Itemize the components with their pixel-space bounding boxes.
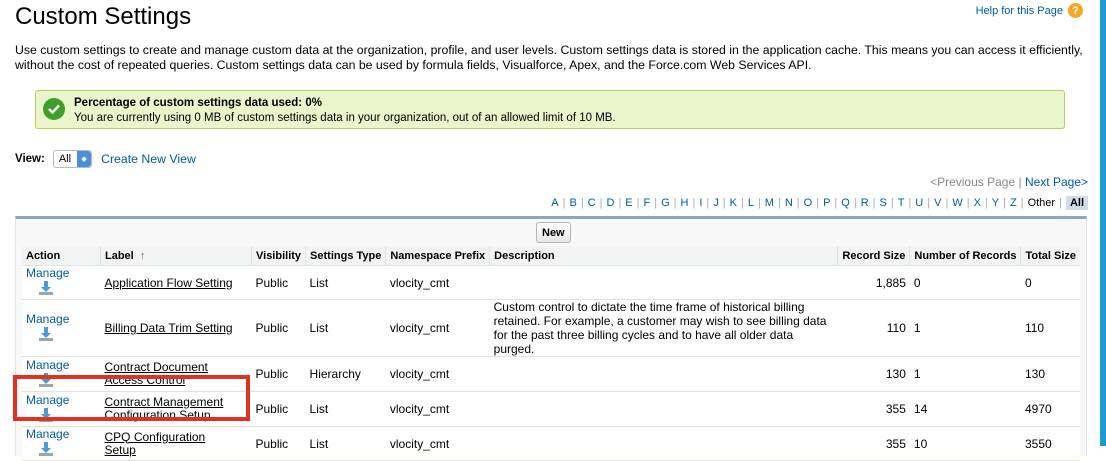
highlight-box: [13, 375, 250, 421]
alphabet-separator: |: [816, 197, 820, 209]
manage-link[interactable]: Manage: [26, 266, 70, 280]
alphabet-filter-c[interactable]: C: [587, 197, 596, 209]
row-namespace: vlocity_cmt: [386, 300, 490, 357]
row-total-size: 0: [1021, 266, 1080, 300]
table-header-row: [22, 246, 1080, 266]
alphabet-separator: |: [984, 197, 988, 209]
alphabet-separator: |: [618, 197, 622, 209]
page-description: Use custom settings to create and manage custom data at the organization, profile, and user levels. Custom settings data is stored in the application cache. This means you can access it efficiently, without the cost of repeated queries. Custom settings data can be used by formula fields, Visualforce, Apex, and the Force.com Web Services API.: [15, 43, 1083, 72]
alphabet-separator: |: [966, 197, 970, 209]
alert-title: Percentage of custom settings data used: 0%: [74, 97, 322, 109]
pagination: [930, 175, 1088, 189]
alphabet-separator: |: [1003, 197, 1006, 209]
alphabet-separator: |: [777, 197, 781, 209]
alphabet-filter-e[interactable]: E: [625, 197, 633, 209]
column-header-action: Action: [22, 246, 101, 266]
previous-page-link: <Previous Page: [930, 175, 1016, 189]
alphabet-filter-z[interactable]: Z: [1009, 197, 1017, 209]
alphabet-separator: |: [706, 197, 710, 209]
alphabet-separator: |: [945, 197, 949, 209]
manage-link[interactable]: Manage: [26, 357, 70, 372]
row-description: [490, 392, 838, 427]
view-label: View:: [15, 153, 45, 165]
alert-text: You are currently using 0 MB of custom settings data in your organization, out of an allowed limit of 10 MB.: [74, 112, 616, 124]
sort-ascending-icon: ↑: [139, 249, 146, 262]
alphabet-filter-f[interactable]: F: [643, 197, 651, 209]
alphabet-separator: |: [872, 197, 876, 209]
alphabet-separator: |: [599, 197, 603, 209]
alphabet-filter-d[interactable]: D: [606, 197, 615, 209]
alphabet-filter-m[interactable]: M: [764, 197, 774, 209]
alphabet-separator: |: [562, 197, 566, 209]
row-description: Custom control to dictate the time frame of historical billing retained. For example, a customer may wish to see billing data for the past three billing cycles and to have all older data purged.: [490, 300, 838, 357]
row-settings-type: List: [306, 300, 386, 357]
window-edge: [1100, 0, 1106, 446]
alphabet-separator: |: [908, 197, 912, 209]
column-header-number-of-records: Number of Records: [910, 246, 1021, 266]
alphabet-separator: |: [853, 197, 857, 209]
row-settings-type: Hierarchy: [306, 357, 386, 392]
row-action-cell: [22, 427, 101, 461]
alphabet-filter-p[interactable]: P: [823, 197, 831, 209]
alphabet-separator: |: [927, 197, 931, 209]
alphabet-separator: |: [757, 197, 761, 209]
next-page-link[interactable]: Next Page>: [1024, 175, 1088, 189]
alphabet-filter-u[interactable]: U: [915, 197, 924, 209]
alphabet-separator: |: [890, 197, 894, 209]
row-visibility: Public: [252, 392, 306, 427]
alphabet-filter-o[interactable]: O: [803, 197, 813, 209]
row-label-cell: [101, 266, 252, 300]
alphabet-filter-q[interactable]: Q: [841, 197, 850, 209]
alphabet-filter-t[interactable]: T: [897, 197, 905, 209]
alphabet-filter-other[interactable]: Other: [1027, 197, 1056, 209]
alphabet-filter-w[interactable]: W: [952, 197, 963, 209]
pagination-separator: |: [1018, 175, 1022, 189]
row-visibility: Public: [252, 357, 306, 392]
help-link-label: Help for this Page: [975, 4, 1063, 17]
row-number-of-records: 10: [910, 427, 1021, 461]
alphabet-filter-k[interactable]: K: [729, 197, 737, 209]
row-total-size: 3550: [1021, 427, 1080, 461]
alphabet-filter-j[interactable]: J: [713, 197, 719, 209]
row-description: [490, 427, 838, 461]
manage-link[interactable]: Manage: [26, 311, 70, 326]
row-description: [490, 357, 838, 392]
table-row: [22, 427, 1080, 461]
question-icon[interactable]: ?: [1068, 3, 1083, 18]
column-header-label-text: Label: [105, 249, 134, 262]
alphabet-filter-b[interactable]: B: [569, 197, 577, 209]
alphabet-separator: |: [796, 197, 800, 209]
row-visibility: Public: [252, 266, 306, 300]
row-number-of-records: 1: [910, 357, 1021, 392]
alphabet-filter-all[interactable]: All: [1066, 196, 1088, 210]
setting-label-link[interactable]: Application Flow Setting: [104, 275, 233, 290]
alphabet-filter-y[interactable]: Y: [991, 197, 1000, 209]
alphabet-filter-l[interactable]: L: [747, 197, 754, 209]
row-record-size: 355: [838, 392, 910, 427]
row-namespace: vlocity_cmt: [386, 266, 490, 300]
alphabet-separator: |: [673, 197, 677, 209]
alphabet-filter: [551, 196, 1088, 210]
row-namespace: vlocity_cmt: [386, 392, 490, 427]
view-select[interactable]: [53, 150, 92, 168]
alphabet-filter-n[interactable]: N: [784, 197, 793, 209]
row-record-size: 110: [838, 300, 910, 357]
row-action-cell: [22, 300, 101, 357]
table-row: [22, 266, 1080, 300]
row-settings-type: List: [306, 392, 386, 427]
column-header-namespace: Namespace Prefix: [386, 246, 490, 266]
row-number-of-records: 1: [910, 300, 1021, 357]
row-label-cell: [101, 300, 252, 357]
alphabet-separator: |: [722, 197, 726, 209]
alphabet-separator: |: [834, 197, 838, 209]
checkmark-icon: [43, 98, 65, 120]
alphabet-filter-v[interactable]: V: [934, 197, 942, 209]
manage-link[interactable]: Manage: [26, 427, 70, 441]
table-row: [22, 300, 1080, 357]
alphabet-filter-h[interactable]: H: [680, 197, 689, 209]
alphabet-filter-a[interactable]: A: [551, 197, 559, 209]
column-header-settings-type: Settings Type: [306, 246, 386, 266]
alphabet-filter-g[interactable]: G: [661, 197, 670, 209]
alphabet-separator: |: [740, 197, 744, 209]
alphabet-separator: |: [580, 197, 584, 209]
new-button[interactable]: New: [536, 222, 571, 243]
row-namespace: vlocity_cmt: [386, 427, 490, 461]
alphabet-filter-s[interactable]: S: [879, 197, 887, 209]
setting-label-link[interactable]: CPQ Configuration Setup: [104, 429, 206, 457]
alphabet-filter-x[interactable]: X: [973, 197, 981, 209]
row-action-cell: [22, 266, 101, 300]
create-new-view-link[interactable]: Create New View: [101, 152, 196, 166]
view-select-value: All: [58, 153, 72, 165]
download-icon[interactable]: [38, 326, 54, 345]
alphabet-separator: |: [636, 197, 640, 209]
row-record-size: 130: [838, 357, 910, 392]
column-header-total-size: Total Size: [1021, 246, 1080, 266]
row-total-size: 110: [1021, 300, 1080, 357]
row-number-of-records: 14: [910, 392, 1021, 427]
alphabet-filter-i[interactable]: I: [699, 197, 703, 209]
setting-label-link[interactable]: Contract Document Access Control: [104, 360, 208, 387]
row-number-of-records: 0: [910, 266, 1021, 300]
download-icon[interactable]: [38, 280, 54, 299]
alphabet-filter-r[interactable]: R: [860, 197, 869, 209]
row-namespace: vlocity_cmt: [386, 357, 490, 392]
manage-link[interactable]: Manage: [26, 392, 70, 407]
column-header-record-size: Record Size: [838, 246, 910, 266]
row-total-size: 4970: [1021, 392, 1080, 427]
alphabet-separator: |: [1020, 197, 1024, 209]
select-arrows-icon: ◆: [77, 151, 91, 167]
column-header-visibility: Visibility: [252, 246, 306, 266]
row-total-size: 130: [1021, 357, 1080, 392]
row-record-size: 1,885: [838, 266, 910, 300]
column-header-label[interactable]: [101, 246, 252, 266]
row-description: [490, 266, 838, 300]
view-filter: [15, 150, 196, 168]
column-header-description: Description: [490, 246, 838, 266]
download-icon[interactable]: [38, 441, 54, 460]
row-label-cell: [101, 427, 252, 461]
alphabet-separator: |: [692, 197, 696, 209]
setting-label-link[interactable]: Contract Management Configuration Setup: [104, 395, 224, 422]
alphabet-separator: |: [1059, 197, 1062, 209]
custom-settings-table: [22, 246, 1080, 461]
row-record-size: 355: [838, 427, 910, 461]
setting-label-link[interactable]: Billing Data Trim Setting: [104, 321, 233, 335]
row-settings-type: List: [306, 266, 386, 300]
row-visibility: Public: [252, 300, 306, 357]
help-link[interactable]: [976, 3, 1083, 18]
row-settings-type: List: [306, 427, 386, 461]
page-title: Custom Settings: [15, 3, 192, 30]
usage-alert: [35, 90, 1065, 129]
alphabet-separator: |: [654, 197, 658, 209]
row-visibility: Public: [252, 427, 306, 461]
